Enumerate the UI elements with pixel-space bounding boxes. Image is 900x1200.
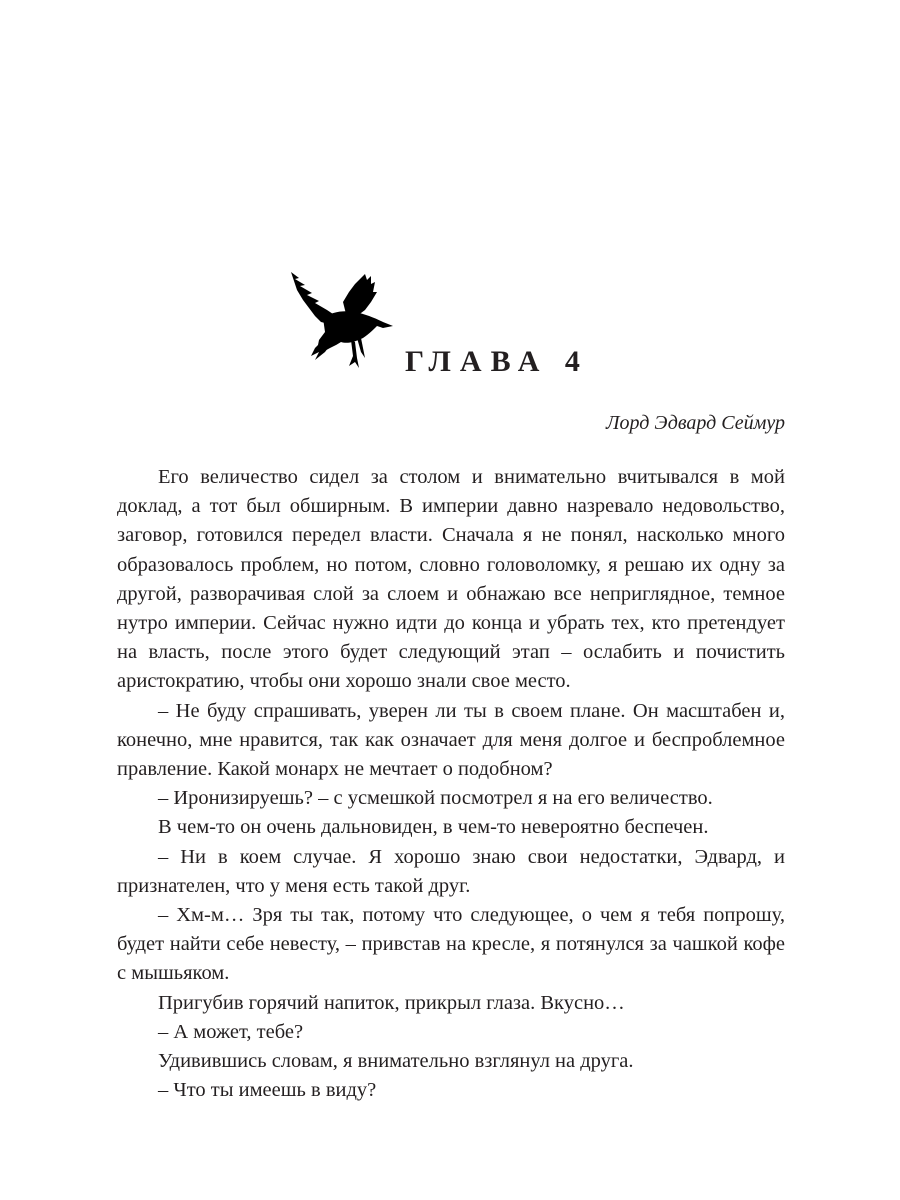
chapter-title: ГЛАВА 4 [405, 345, 589, 378]
paragraph: Удивившись словам, я внимательно взглянул на друга. [158, 1050, 634, 1073]
chapter-body [117, 463, 785, 1105]
paragraph: – Что ты имеешь в виду? [158, 1079, 377, 1102]
paragraph: Пригубив горячий напиток, прикрыл глаза. Вкусно… [158, 991, 625, 1014]
paragraph: – Хм-м… Зря ты так, потому что следующее, о чем я тебя попрошу, будет найти себе невесту, – привстав на кресле, я потянулся за чашкой кофе с мышьяком. [117, 904, 785, 985]
raven-icon [285, 268, 397, 372]
chapter-header [285, 268, 615, 378]
paragraph: – Не буду спрашивать, уверен ли ты в своем плане. Он масштабен и, конечно, мне нравится, так как означает для меня долгое и беспроблемное правление. Какой монарх не мечтает о подобном? [117, 699, 785, 781]
paragraph: Его величество сидел за столом и внимательно вчитывался в мой доклад, а тот был обширным. В империи давно назревало недовольство, заговор, готовился передел власти. Сначала я не понял, насколько много образовалось проблем, но потом, словно головоломку, я решаю их одну за другой, разворачивая слой за слоем и обнажаю все неприглядное, темное нутро империи. Сейчас нужно идти до конца и убрать тех, кто претендует на власть, после этого будет следующий этап – ослабить и почистить аристократию, чтобы они хорошо знали свое место. [117, 466, 785, 693]
paragraph: В чем-то он очень дальновиден, в чем-то невероятно беспечен. [158, 816, 709, 839]
chapter-subtitle: Лорд Эдвард Сеймур [605, 412, 785, 434]
paragraph: – Иронизируешь? – с усмешкой посмотрел я на его величество. [158, 787, 713, 810]
paragraph: – А может, тебе? [158, 1020, 304, 1043]
paragraph: – Ни в коем случае. Я хорошо знаю свои недостатки, Эдвард, и признателен, что у меня есть такой друг. [117, 845, 785, 897]
